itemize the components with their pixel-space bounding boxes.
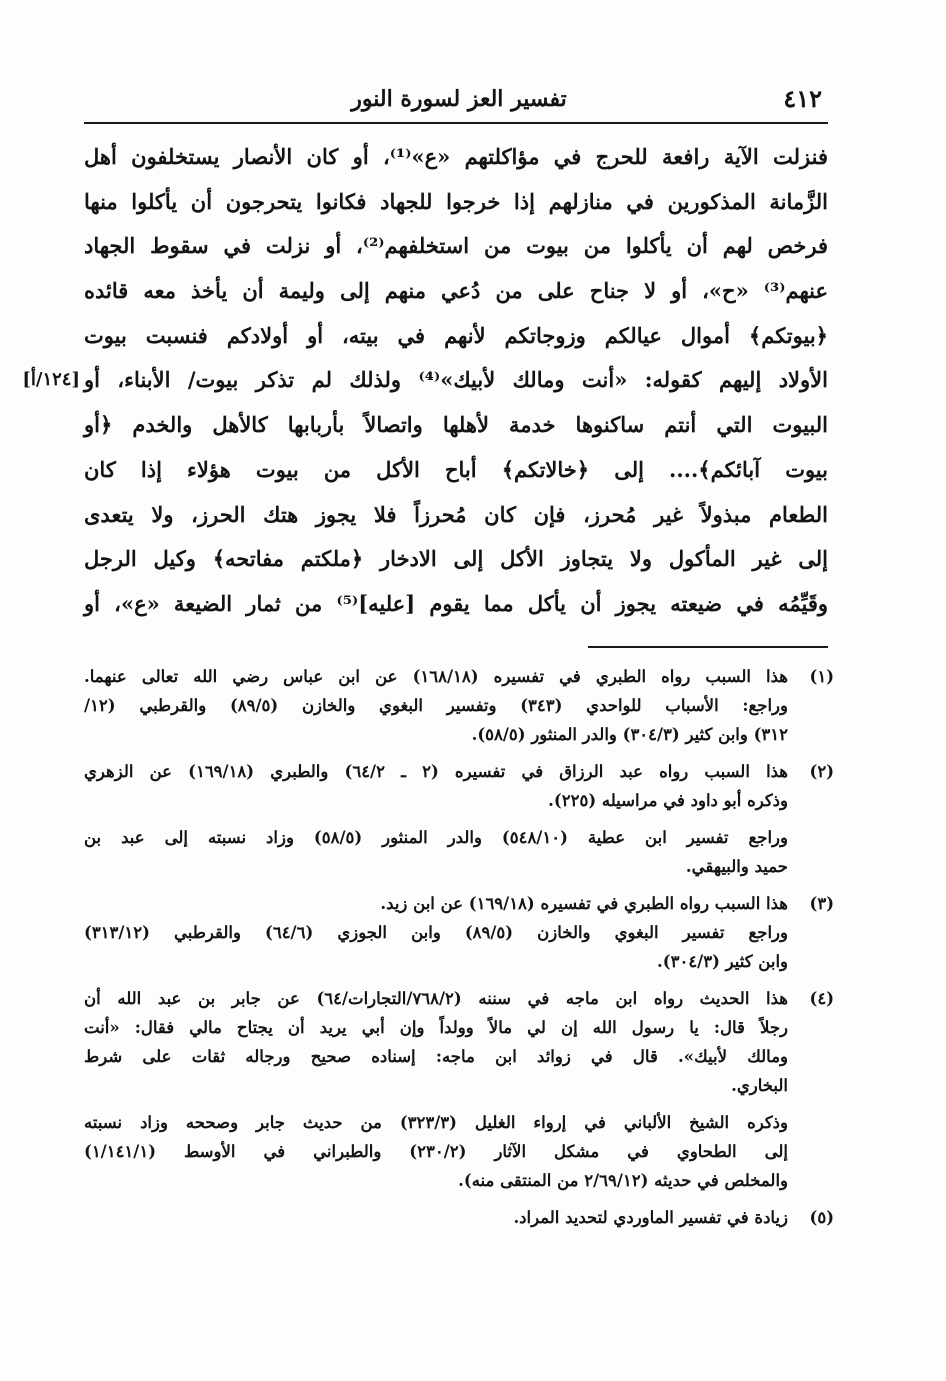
footnote-line: (٤)هذا الحديث رواه ابن ماجه في سننه (٧٦٨/٢/التجارات/٦٤) عن جابر بن عبد الله أن — [84, 984, 834, 1013]
page-number: ٤١٢ — [783, 84, 822, 113]
body-line: البيوت التي أنتم ساكنوها خدمة لأهلها واتصالاً بأربابها كالأهل والخدم ﴿أو — [84, 412, 828, 438]
footnote-line: وذكره أبو داود في مراسيله (٢٢٥). — [548, 791, 788, 810]
footnote-label: (٢) — [809, 762, 835, 781]
footnote-line: ومالك لأبيك». قال في زوائد ابن ماجه: إسناده صحيح ورجاله ثقات على شرط — [84, 1047, 788, 1066]
footnote-line: (١)هذا السبب رواه الطبري في تفسيره (١٦٨/١٨) عن ابن عباس رضي الله تعالى عنهما. — [84, 662, 834, 691]
footnote-separator — [588, 646, 828, 648]
footnote-label: (٣) — [809, 894, 834, 913]
footnote-line: والمخلص في حديثه (٢/٦٩/١٢ من المنتقى منه). — [458, 1171, 788, 1190]
footnote-line: (٥)زيادة في تفسير الماوردي لتحديد المراد. — [84, 1203, 834, 1232]
margin-folio-reference: [١٢٤/أ] — [22, 369, 80, 391]
footnote-label: (٥) — [809, 1208, 834, 1227]
footnotes — [84, 662, 834, 1232]
body-line: الطعام مبذولاً غير مُحرز، فإن كان مُحرزاً فلا يجوز هتك الحرز، ولا يتعدى — [84, 501, 828, 527]
footnote-line: ٣١٢) وابن كثير (٣٠٤/٣) والدر المنثور (٥٨/٥). — [471, 725, 788, 744]
page-header — [84, 78, 828, 124]
running-title: تفسير العز لسورة النور — [351, 86, 567, 112]
body-line-with-margin — [22, 358, 828, 403]
main-text — [22, 135, 828, 627]
footnote-line: رجلاً قال: يا رسول الله إن لي مالاً وولداً وإن أبي يريد أن يجتاح مالي فقال: «أنت — [84, 1018, 788, 1037]
footnote-line: (٣)هذا السبب رواه الطبري في تفسيره (١٦٩/١٨) عن ابن زيد. — [84, 889, 834, 918]
body-line: فنزلت الآية رافعة للحرج في مؤاكلتهم «ع»⁽¹⁾، أو كان الأنصار يستخلفون أهل — [84, 144, 828, 169]
footnote-line: وراجع: الأسباب للواحدي (٣٤٣) وتفسير البغوي والخازن (٨٩/٥) والقرطبي (١٢/ — [84, 696, 788, 715]
footnote-line: وابن كثير (٣٠٤/٣). — [657, 952, 788, 971]
footnote-line: إلى الطحاوي في مشكل الآثار (٢٣٠/٢) والطبراني في الأوسط (١/١٤١/١) — [84, 1142, 788, 1161]
body-line: عنهم⁽³⁾ «ح»، أو لا جناح على من دُعي منهم إلى وليمة أن يأخذ معه قائده — [84, 278, 828, 304]
footnote-line: وراجع تفسير البغوي والخازن (٨٩/٥) وابن الجوزي (٦٤/٦) والقرطبي (٣١٣/١٢) — [84, 923, 788, 942]
body-line: إلى غير المأكول ولا يتجاوز الأكل إلى الادخار ﴿ملكتم مفاتحه﴾ وكيل الرجل — [84, 546, 828, 572]
footnote-line: البخاري. — [731, 1076, 788, 1095]
footnote-line: (٢)هذا السبب رواه عبد الرزاق في تفسيره (٢ ـ ٦٤/٢) والطبري (١٦٩/١٨) عن الزهري — [84, 757, 834, 786]
footnote-line: حميد والبيهقي. — [685, 857, 788, 876]
footnote-label: (١) — [809, 667, 834, 686]
body-line: بيوت آبائكم﴾.... إلى ﴿خالاتكم﴾ أباح الأكل من بيوت هؤلاء إذا كان — [84, 456, 828, 482]
body-line: وقَيِّمُه في ضيعته يجوز أن يأكل مما يقوم [عليه]⁽⁵⁾ من ثمار الضيعة «ع»، أو — [84, 590, 828, 616]
body-line-text: الأولاد إليهم كقوله: «أنت ومالك لأبيك»⁽⁴⁾ ولذلك لم تذكر بيوت/ الأبناء، أو — [84, 367, 828, 393]
footnote-line: وذكره الشيخ الألباني في إرواء الغليل (٣٢٣/٣) من حديث جابر وصححه وزاد نسبته — [84, 1113, 788, 1132]
footnote-label: (٤) — [809, 989, 834, 1008]
body-line: ﴿بيوتكم﴾ أموال عيالكم وزوجاتكم لأنهم في بيته، أو أولادكم فنسبت بيوت — [84, 322, 828, 348]
footnote-line: وراجع تفسير ابن عطية (٥٤٨/١٠) والدر المنثور (٥٨/٥) وزاد نسبته إلى عبد بن — [84, 828, 788, 847]
body-line: فرخص لهم أن يأكلوا من بيوت من استخلفهم⁽²⁾، أو نزلت في سقوط الجهاد — [84, 233, 828, 259]
body-line: الزَّمانة المذكورين في منازلهم إذا خرجوا للجهاد فكانوا يتحرجون أن يأكلوا منها — [84, 188, 828, 214]
